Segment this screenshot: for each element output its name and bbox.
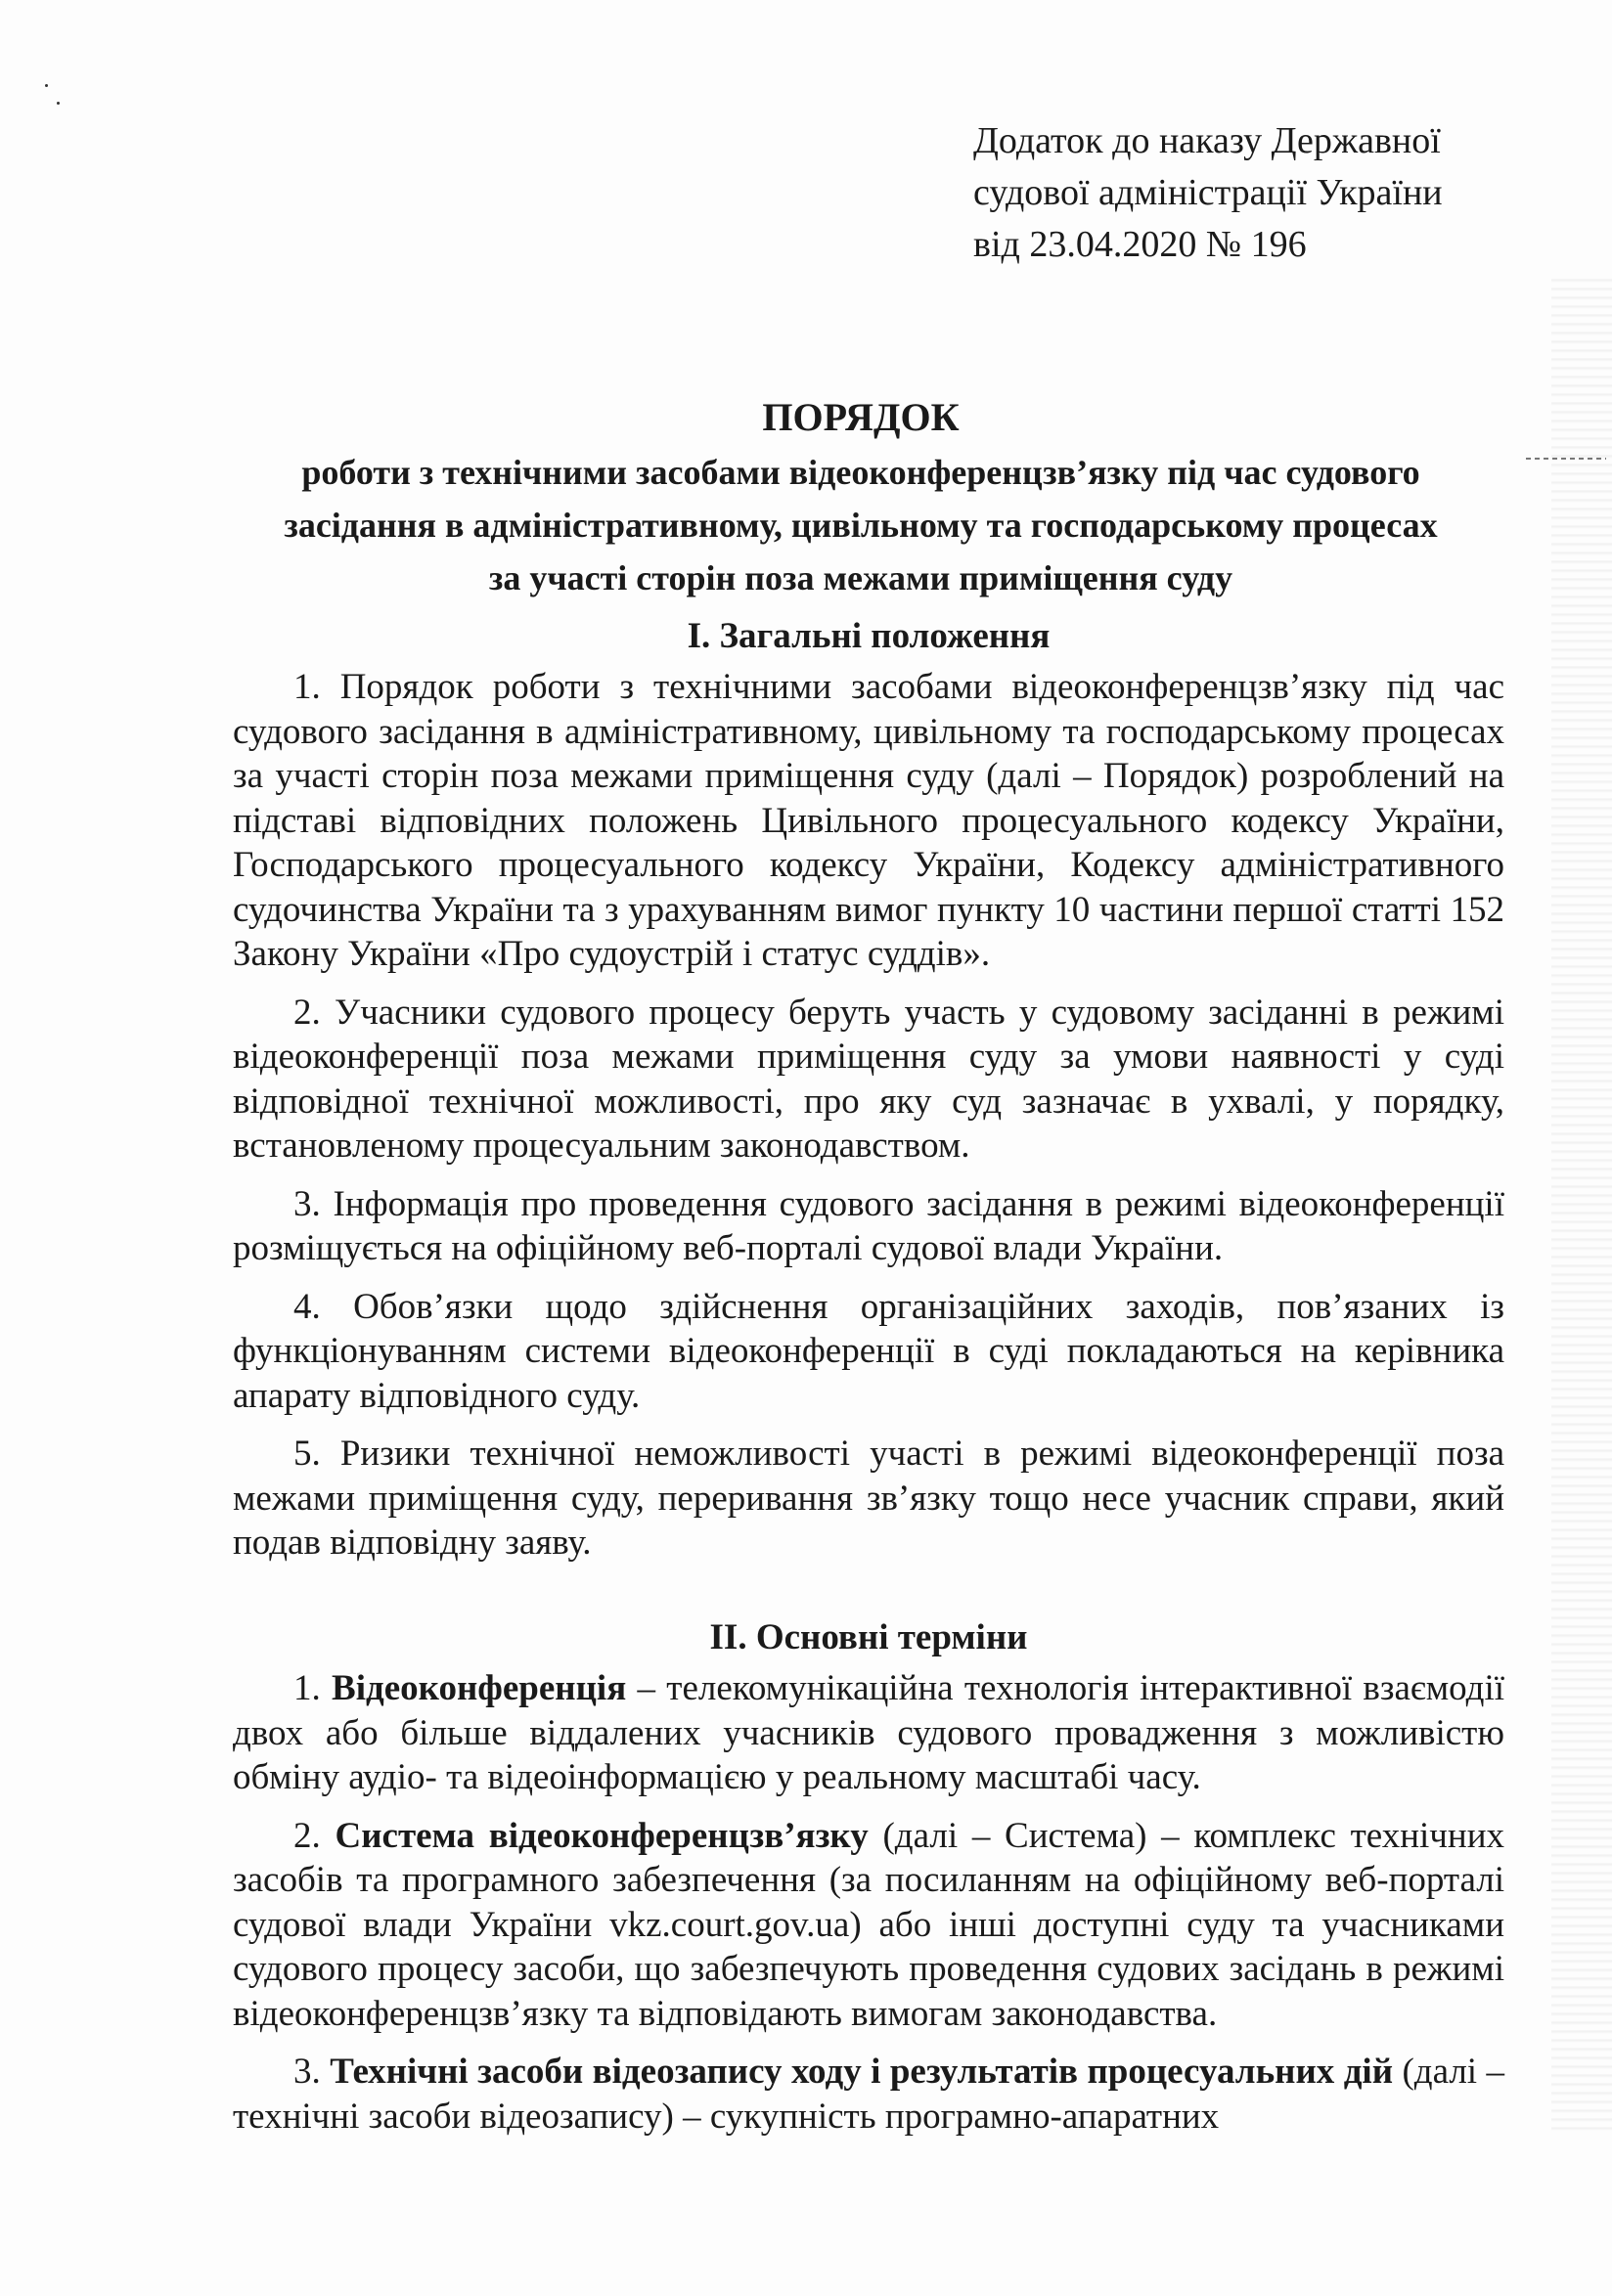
annex-line: Додаток до наказу Державної [973,120,1441,161]
term-number: 3. [293,2052,321,2092]
title-main: ПОРЯДОК [762,395,960,439]
section-heading: I. Загальні положення [687,616,1051,656]
paragraph: 4. Обов’язки щодо здійснення організаційних заходів, пов’язаних із функціонуванням системи відеоконференції в суді покладаються на керівника апарату відповідного суду. [233,1286,1504,1416]
title-line: засідання в адміністративному, цивільному та господарському процесах [284,506,1438,545]
document-title [210,389,1511,604]
term-text: – телекомунікаційна технологія інтерактивної взаємодії двох або більше віддалених учасників судового провадження з можливістю обміну аудіо- та відеоінформацією у реальному масштабі часу. [233,1668,1505,1797]
term-definition [233,1814,1504,2037]
scan-speck [57,102,60,105]
term-number: 2. [293,1815,321,1856]
scan-speck [45,84,48,87]
term-text: (далі – технічні засоби відеозапису) – сукупність програмно-апаратних [233,2052,1505,2137]
term-name: Система відеоконференцзв’язку [335,1815,869,1856]
term-name: Технічні засоби відеозапису ходу і результатів процесуальних дій [330,2052,1394,2092]
annex-line: від 23.04.2020 № 196 [973,224,1307,265]
term-text: (далі – Система) – комплекс технічних засобів та програмного забезпечення (за посиланням на офіційному веб-порталі судової влади України vkz.court.gov.ua) або інші доступні суду та учасниками судового процесу засоби, що забезпечують проведення судових засідань в режимі відеоконференцзв’язку та відповідають вимогам законодавства. [233,1815,1504,2034]
section-heading: II. Основні терміни [709,1617,1028,1657]
scan-edge-noise [1551,274,1612,2132]
title-line: роботи з технічними засобами відеоконференцзв’язку під час судового [301,453,1420,492]
term-definition [233,1666,1504,1800]
scan-edge-mark [1526,458,1606,460]
annex-note [973,115,1521,271]
term-number: 1. [293,1668,321,1708]
paragraph: 2. Учасники судового процесу беруть участь у судовому засіданні в режимі відеоконференції поза межами приміщення суду за умови наявності у суді відповідної технічної можливості, про яку суд зазначає в ухвалі, у порядку, встановленому процесуальним законодавством. [233,992,1504,1166]
paragraph: 3. Інформація про проведення судового засідання в режимі відеоконференції розміщується на офіційному веб-порталі судової влади України. [233,1183,1504,1268]
paragraph: 5. Ризики технічної неможливості участі в режимі відеоконференції поза межами приміщення суду, переривання зв’язку тощо несе учасник справи, який подав відповідну заяву. [233,1434,1504,1563]
term-definition [233,2050,1504,2139]
annex-line: судової адміністрації України [973,172,1443,213]
paragraph: 1. Порядок роботи з технічними засобами відеоконференцзв’язку під час судового засідання в адміністративному, цивільному та господарському процесах за участі сторін поза межами приміщення суду (далі – Порядок) розроблений на підставі відповідних положень Цивільного процесуального кодексу України, Господарського процесуального кодексу України, Кодексу адміністративного судочинства України та з урахуванням вимог пункту 10 частини першої статті 152 Закону України «Про судоустрій і статус суддів». [233,667,1504,974]
title-line: за участі сторін поза межами приміщення суду [488,558,1233,597]
term-name: Відеоконференція [332,1668,627,1708]
section-terms [233,1615,1504,2152]
section-general [233,614,1504,1579]
